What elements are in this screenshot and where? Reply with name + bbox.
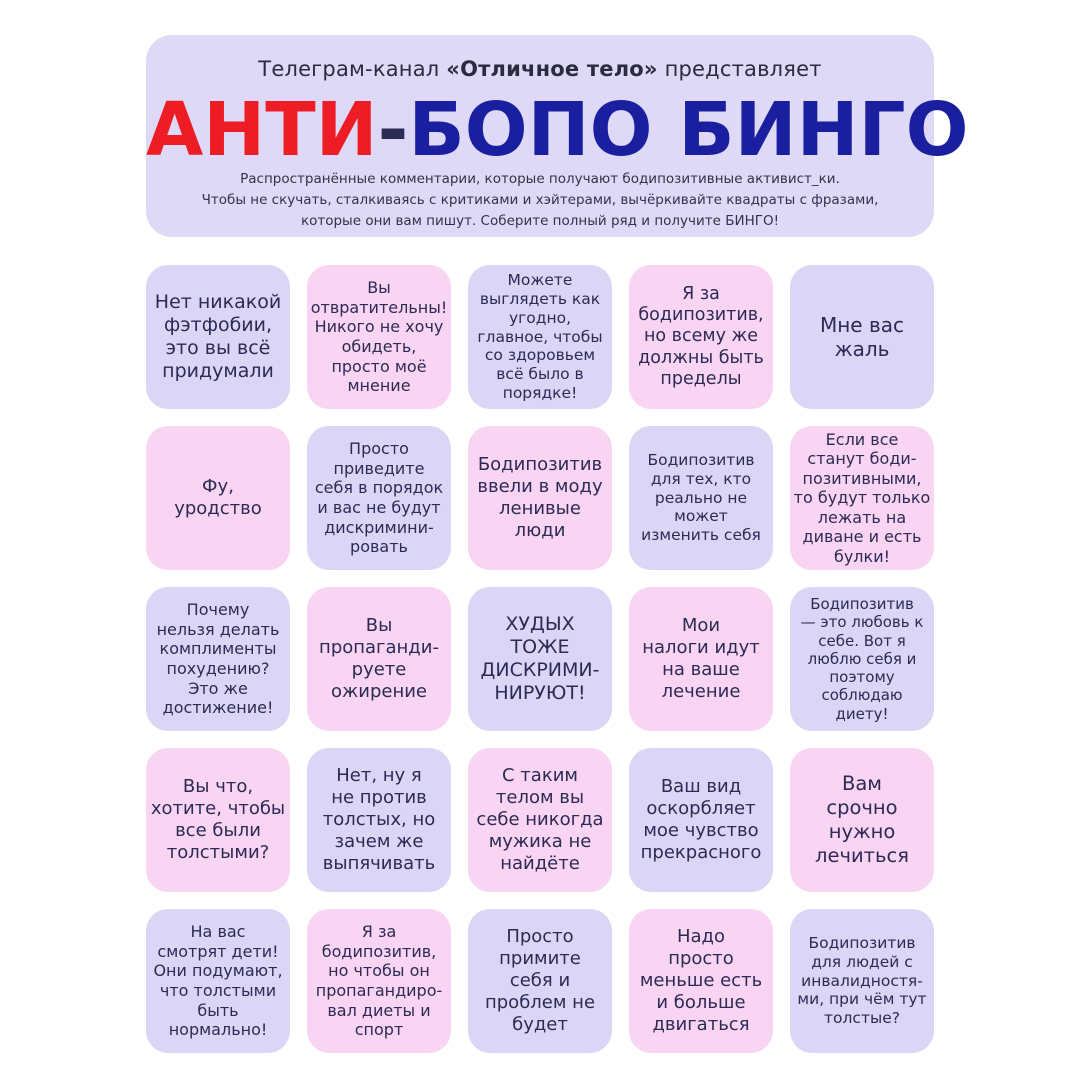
bingo-cell[interactable]: Вы отвратительны! Никого не хочу обидеть, просто моё мнение bbox=[307, 265, 451, 409]
bingo-cell[interactable]: ХУДЫХ ТОЖЕ ДИСКРИМИ- НИРУЮТ! bbox=[468, 587, 612, 731]
bingo-cell[interactable]: Вам срочно нужно лечиться bbox=[790, 748, 934, 892]
bingo-cell[interactable]: Просто примите себя и проблем не будет bbox=[468, 909, 612, 1053]
title-red-part: АНТИ bbox=[146, 87, 378, 173]
bingo-cell[interactable]: Я за бодипозитив, но чтобы он пропагандиро- вал диеты и спорт bbox=[307, 909, 451, 1053]
bingo-cell[interactable]: Надо просто меньше есть и больше двигаться bbox=[629, 909, 773, 1053]
bingo-cell[interactable]: Нет, ну я не против толстых, но зачем же выпячивать bbox=[307, 748, 451, 892]
header-banner bbox=[146, 35, 969, 237]
bingo-cell[interactable]: Ваш вид оскорбляет мое чувство прекрасного bbox=[629, 748, 773, 892]
bingo-cell[interactable]: Вы пропаганди- руете ожирение bbox=[307, 587, 451, 731]
title-dash: - bbox=[377, 87, 409, 173]
bingo-grid bbox=[146, 265, 934, 1051]
description-line: которые они вам пишут. Соберите полный ряд и получите БИНГО! bbox=[300, 213, 780, 229]
description-line: Чтобы не скучать, сталкиваясь с критиками и хэйтерами, вычёркивайте квадраты с фразами, bbox=[201, 192, 879, 208]
bingo-cell[interactable]: Мои налоги идут на ваше лечение bbox=[629, 587, 773, 731]
bingo-cell[interactable]: Вы что, хотите, чтобы все были толстыми? bbox=[146, 748, 290, 892]
page-title bbox=[146, 87, 969, 173]
bingo-cell[interactable]: Просто приведите себя в порядок и вас не будут дискримини- ровать bbox=[307, 426, 451, 570]
bingo-cell[interactable]: С таким телом вы себе никогда мужика не найдёте bbox=[468, 748, 612, 892]
bingo-cell[interactable]: Можете выглядеть как угодно, главное, чтобы со здоровьем всё было в порядке! bbox=[468, 265, 612, 409]
bingo-cell[interactable]: Фу, уродство bbox=[146, 426, 290, 570]
bingo-cell[interactable]: Нет никакой фэтфобии, это вы всё придумали bbox=[146, 265, 290, 409]
description-line: Распространённые комментарии, которые получают бодипозитивные активист_ки. bbox=[240, 171, 840, 187]
bingo-cell[interactable]: Если все станут боди- позитивными, то будут только лежать на диване и есть булки! bbox=[790, 426, 934, 570]
bingo-cell[interactable]: Бодипозитив — это любовь к себе. Вот я люблю себя и поэтому соблюдаю диету! bbox=[790, 587, 934, 731]
bingo-cell[interactable]: Мне вас жаль bbox=[790, 265, 934, 409]
bingo-cell[interactable]: Я за бодипозитив, но всему же должны быть пределы bbox=[629, 265, 773, 409]
description bbox=[176, 169, 904, 232]
intro-suffix: представляет bbox=[657, 57, 822, 81]
bingo-cell[interactable]: Почему нельзя делать комплименты похудению? Это же достижение! bbox=[146, 587, 290, 731]
bingo-cell[interactable]: На вас смотрят дети! Они подумают, что толстыми быть нормально! bbox=[146, 909, 290, 1053]
intro-line bbox=[146, 57, 934, 81]
bingo-cell[interactable]: Бодипозитив для людей с инвалидностя- ми, при чём тут толстые? bbox=[790, 909, 934, 1053]
channel-name: «Отличное тело» bbox=[446, 57, 658, 81]
intro-prefix: Телеграм-канал bbox=[258, 57, 447, 81]
title-blue-part: БОПО БИНГО bbox=[408, 87, 969, 173]
bingo-cell[interactable]: Бодипозитив ввели в моду ленивые люди bbox=[468, 426, 612, 570]
bingo-cell[interactable]: Бодипозитив для тех, кто реально не может изменить себя bbox=[629, 426, 773, 570]
